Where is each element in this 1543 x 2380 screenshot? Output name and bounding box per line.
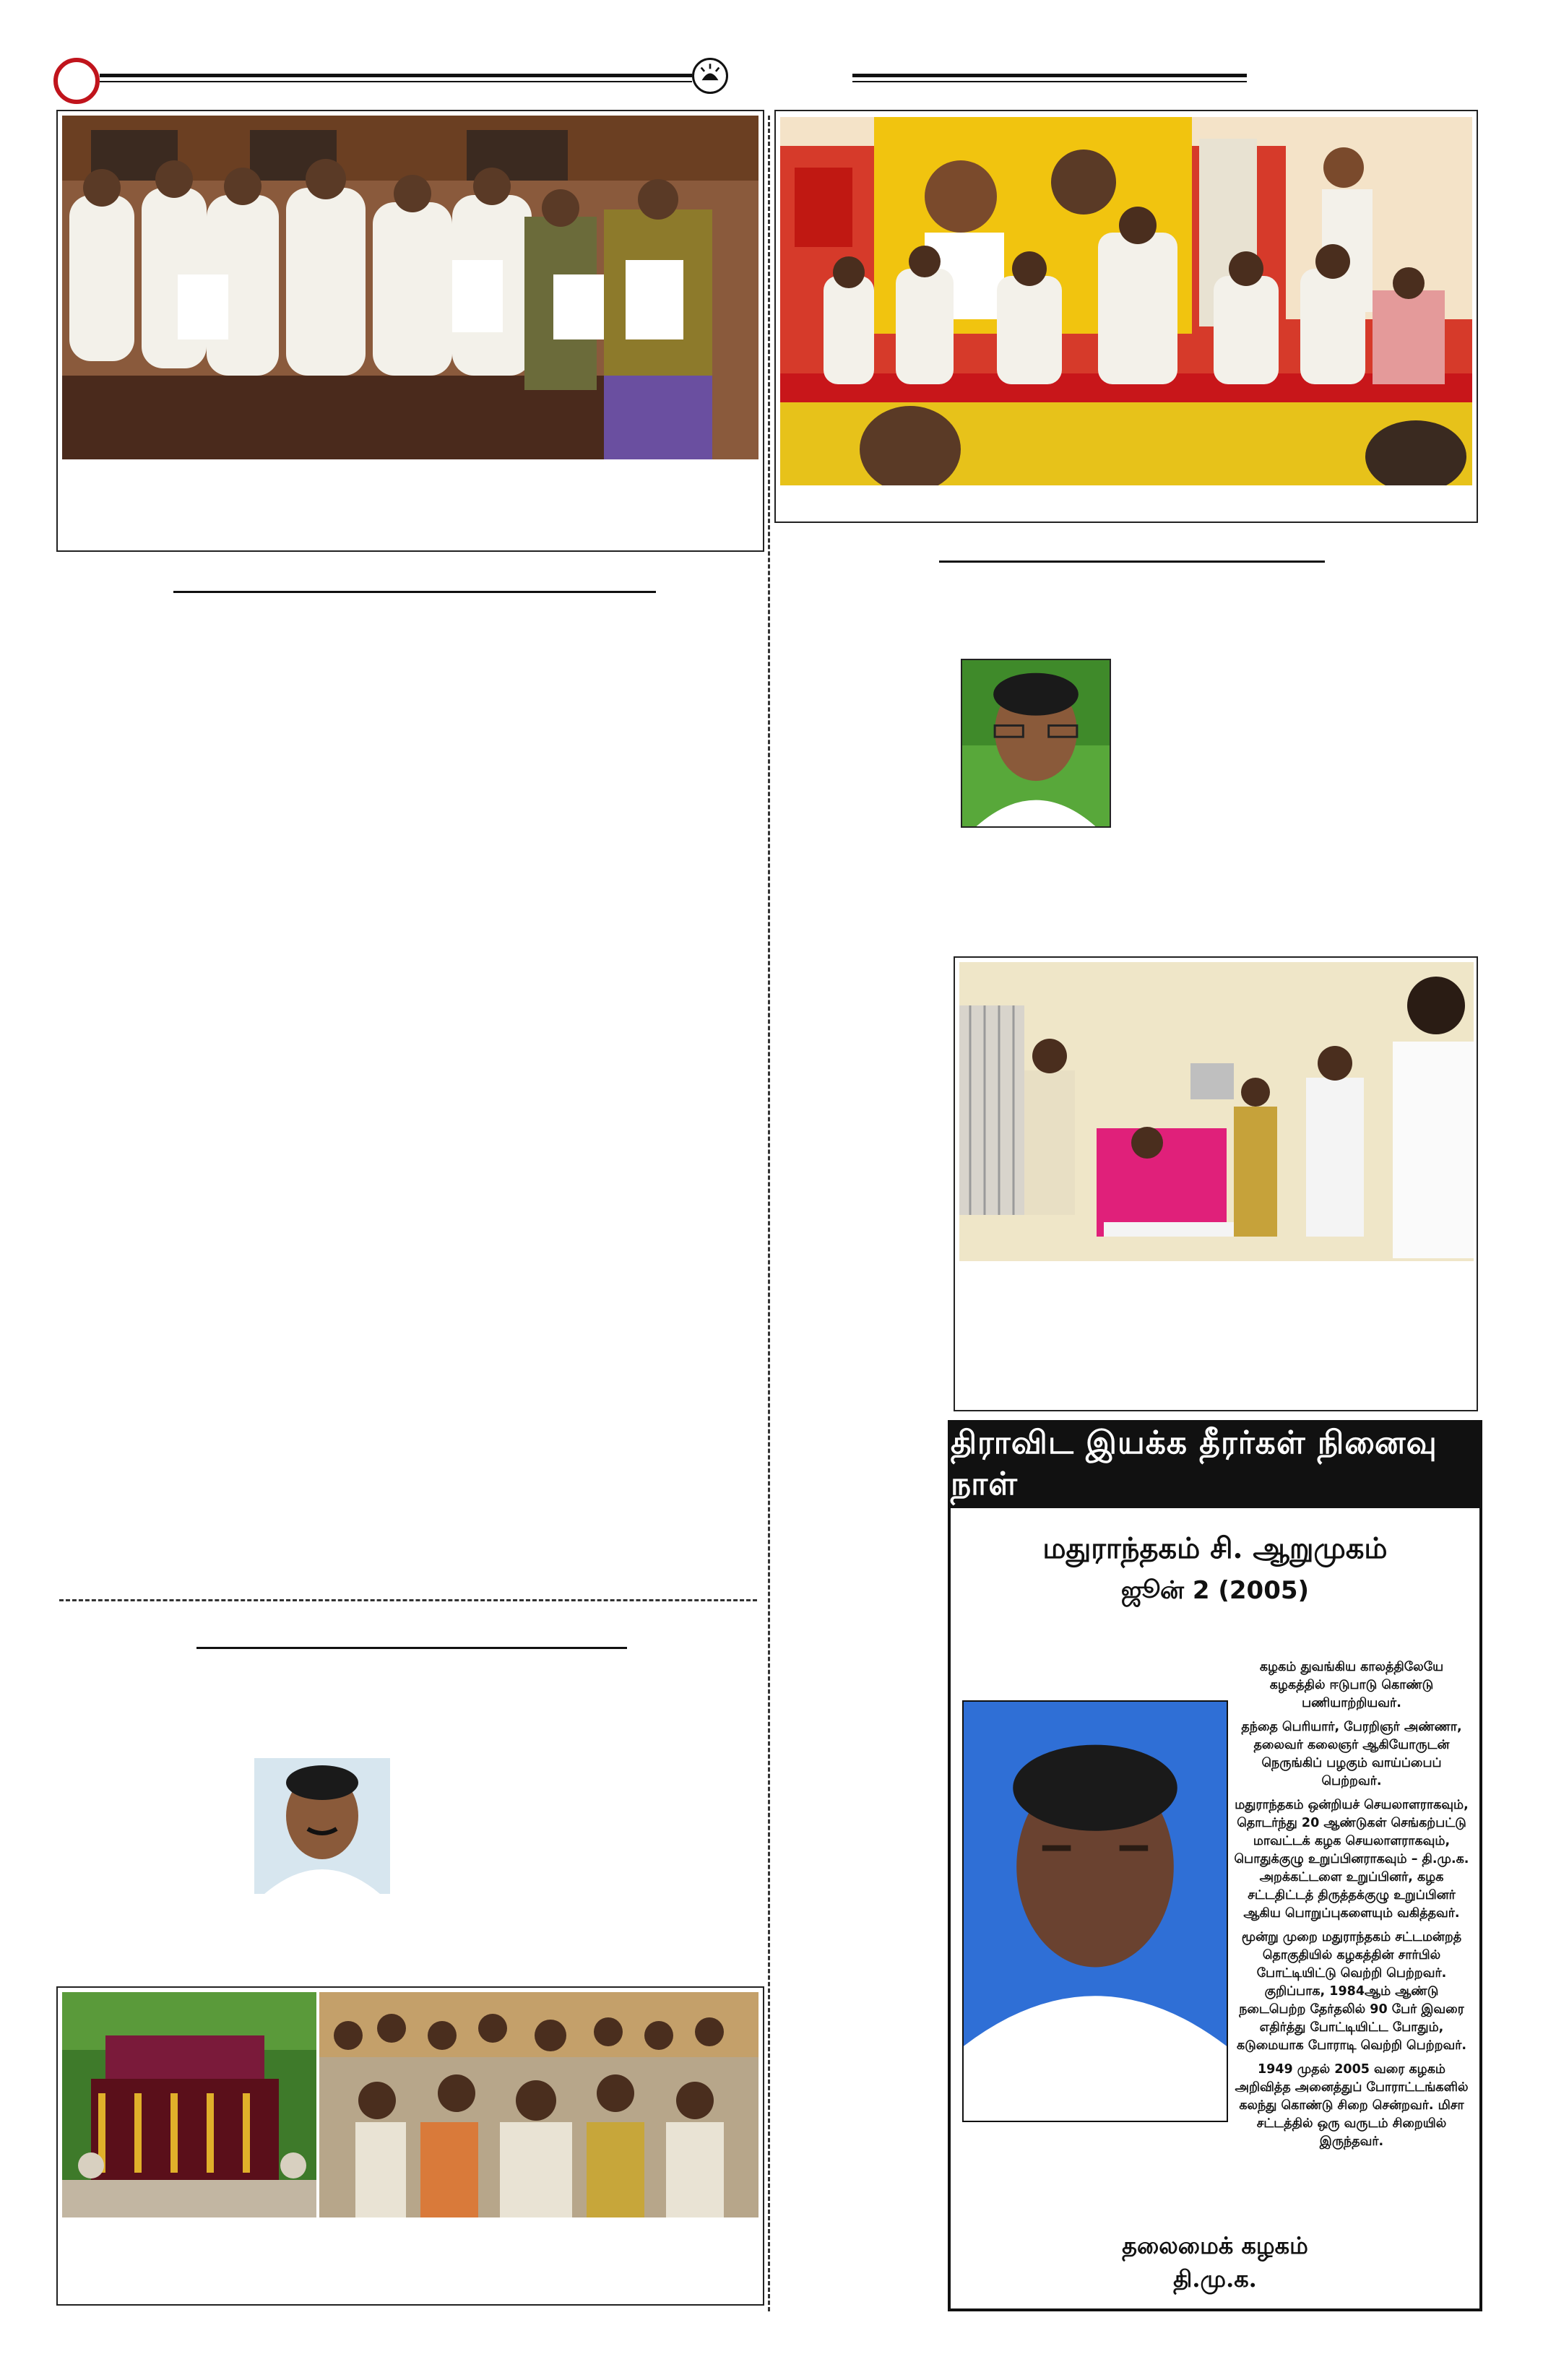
rising-sun-emblem-icon: [692, 58, 728, 94]
hospital-visit-photo: [959, 962, 1474, 1261]
memorial-paragraph: கழகம் துவங்கிய காலத்திலேயே கழகத்தில் ஈடுபாடு கொண்டு பணியாற்றியவர்.: [1259, 1660, 1444, 1710]
section-divider-left: [59, 1599, 757, 1601]
memorial-name: மதுராந்தகம் சி. ஆறுமுகம்: [1042, 1531, 1388, 1565]
memorial-date: ஜூன் 2 (2005): [1120, 1576, 1310, 1605]
memorial-paragraph: 1949 முதல் 2005 வரை கழகம் அறிவித்த அனைத்துப் போராட்டங்களில் கலந்து கொண்டு சிறை சென்றவர். மிசா சட்டத்தில் ஒரு வருடம் சிறையில் இருந்தவர்.: [1235, 2062, 1469, 2149]
masthead-rule-bottom: [100, 81, 692, 82]
column-divider: [768, 116, 770, 2311]
temple-chariot-photo: [62, 1992, 316, 2217]
masthead-rule-right-bottom: [852, 81, 1247, 82]
memorial-paragraph: தந்தை பெரியார், பேரறிஞர் அண்ணா, தலைவர் கலைஞர் ஆகியோருடன் நெருங்கிப் பழகும் வாய்ப்பைப் பெற்றவர்.: [1241, 1720, 1462, 1788]
leader-portrait-photo-2: [254, 1758, 390, 1894]
memorial-notice: [948, 1420, 1482, 2311]
masthead-rule-right-top: [852, 74, 1247, 77]
memorial-heading: திராவிட இயக்க தீரர்கள் நினைவு நாள்: [951, 1423, 1479, 1508]
memorial-biography: [1232, 1658, 1471, 2157]
group-holding-papers-photo: [62, 116, 758, 459]
masthead-circle-icon: [53, 58, 100, 104]
caption-rule-top-left: [173, 591, 656, 593]
stage-meeting-photo: [780, 117, 1472, 485]
memorial-portrait-photo: [962, 1700, 1228, 2122]
caption-rule-top-right: [939, 561, 1325, 563]
memorial-signature-party: தி.மு.க.: [1173, 2265, 1257, 2293]
caption-rule-mid-left: [196, 1647, 627, 1649]
leader-portrait-photo: [961, 659, 1111, 828]
memorial-paragraph: மூன்று முறை மதுராந்தகம் சட்டமன்றத் தொகுதியில் கழகத்தின் சார்பில் போட்டியிட்டு வெற்றி பெற்றவர். குறிப்பாக, 1984ஆம் ஆண்டு நடைபெற்ற தேர்தலில் 90 பேர் இவரை எதிர்த்து போட்டியிட்ட போதும், கடுமையாக போராடி வெற்றி பெற்றவர்.: [1236, 1930, 1467, 2053]
memorial-paragraph: மதுராந்தகம் ஒன்றியச் செயலாளராகவும், தொடர்ந்து 20 ஆண்டுகள் செங்கற்பட்டு மாவட்டக் கழக செயலாளராகவும், பொதுக்குழு உறுப்பினராகவும் – தி.மு.க. அறக்கட்டளை உறுப்பினர், கழக சட்டதிட்டத் திருத்தக்குழு உறுப்பினர் ஆகிய பொறுப்புகளையும் வகித்தவர்.: [1234, 1798, 1469, 1921]
crowd-photo: [319, 1992, 758, 2217]
memorial-signature-org: தலைமைக் கழகம்: [1122, 2232, 1308, 2259]
masthead-rule-top: [100, 74, 692, 77]
